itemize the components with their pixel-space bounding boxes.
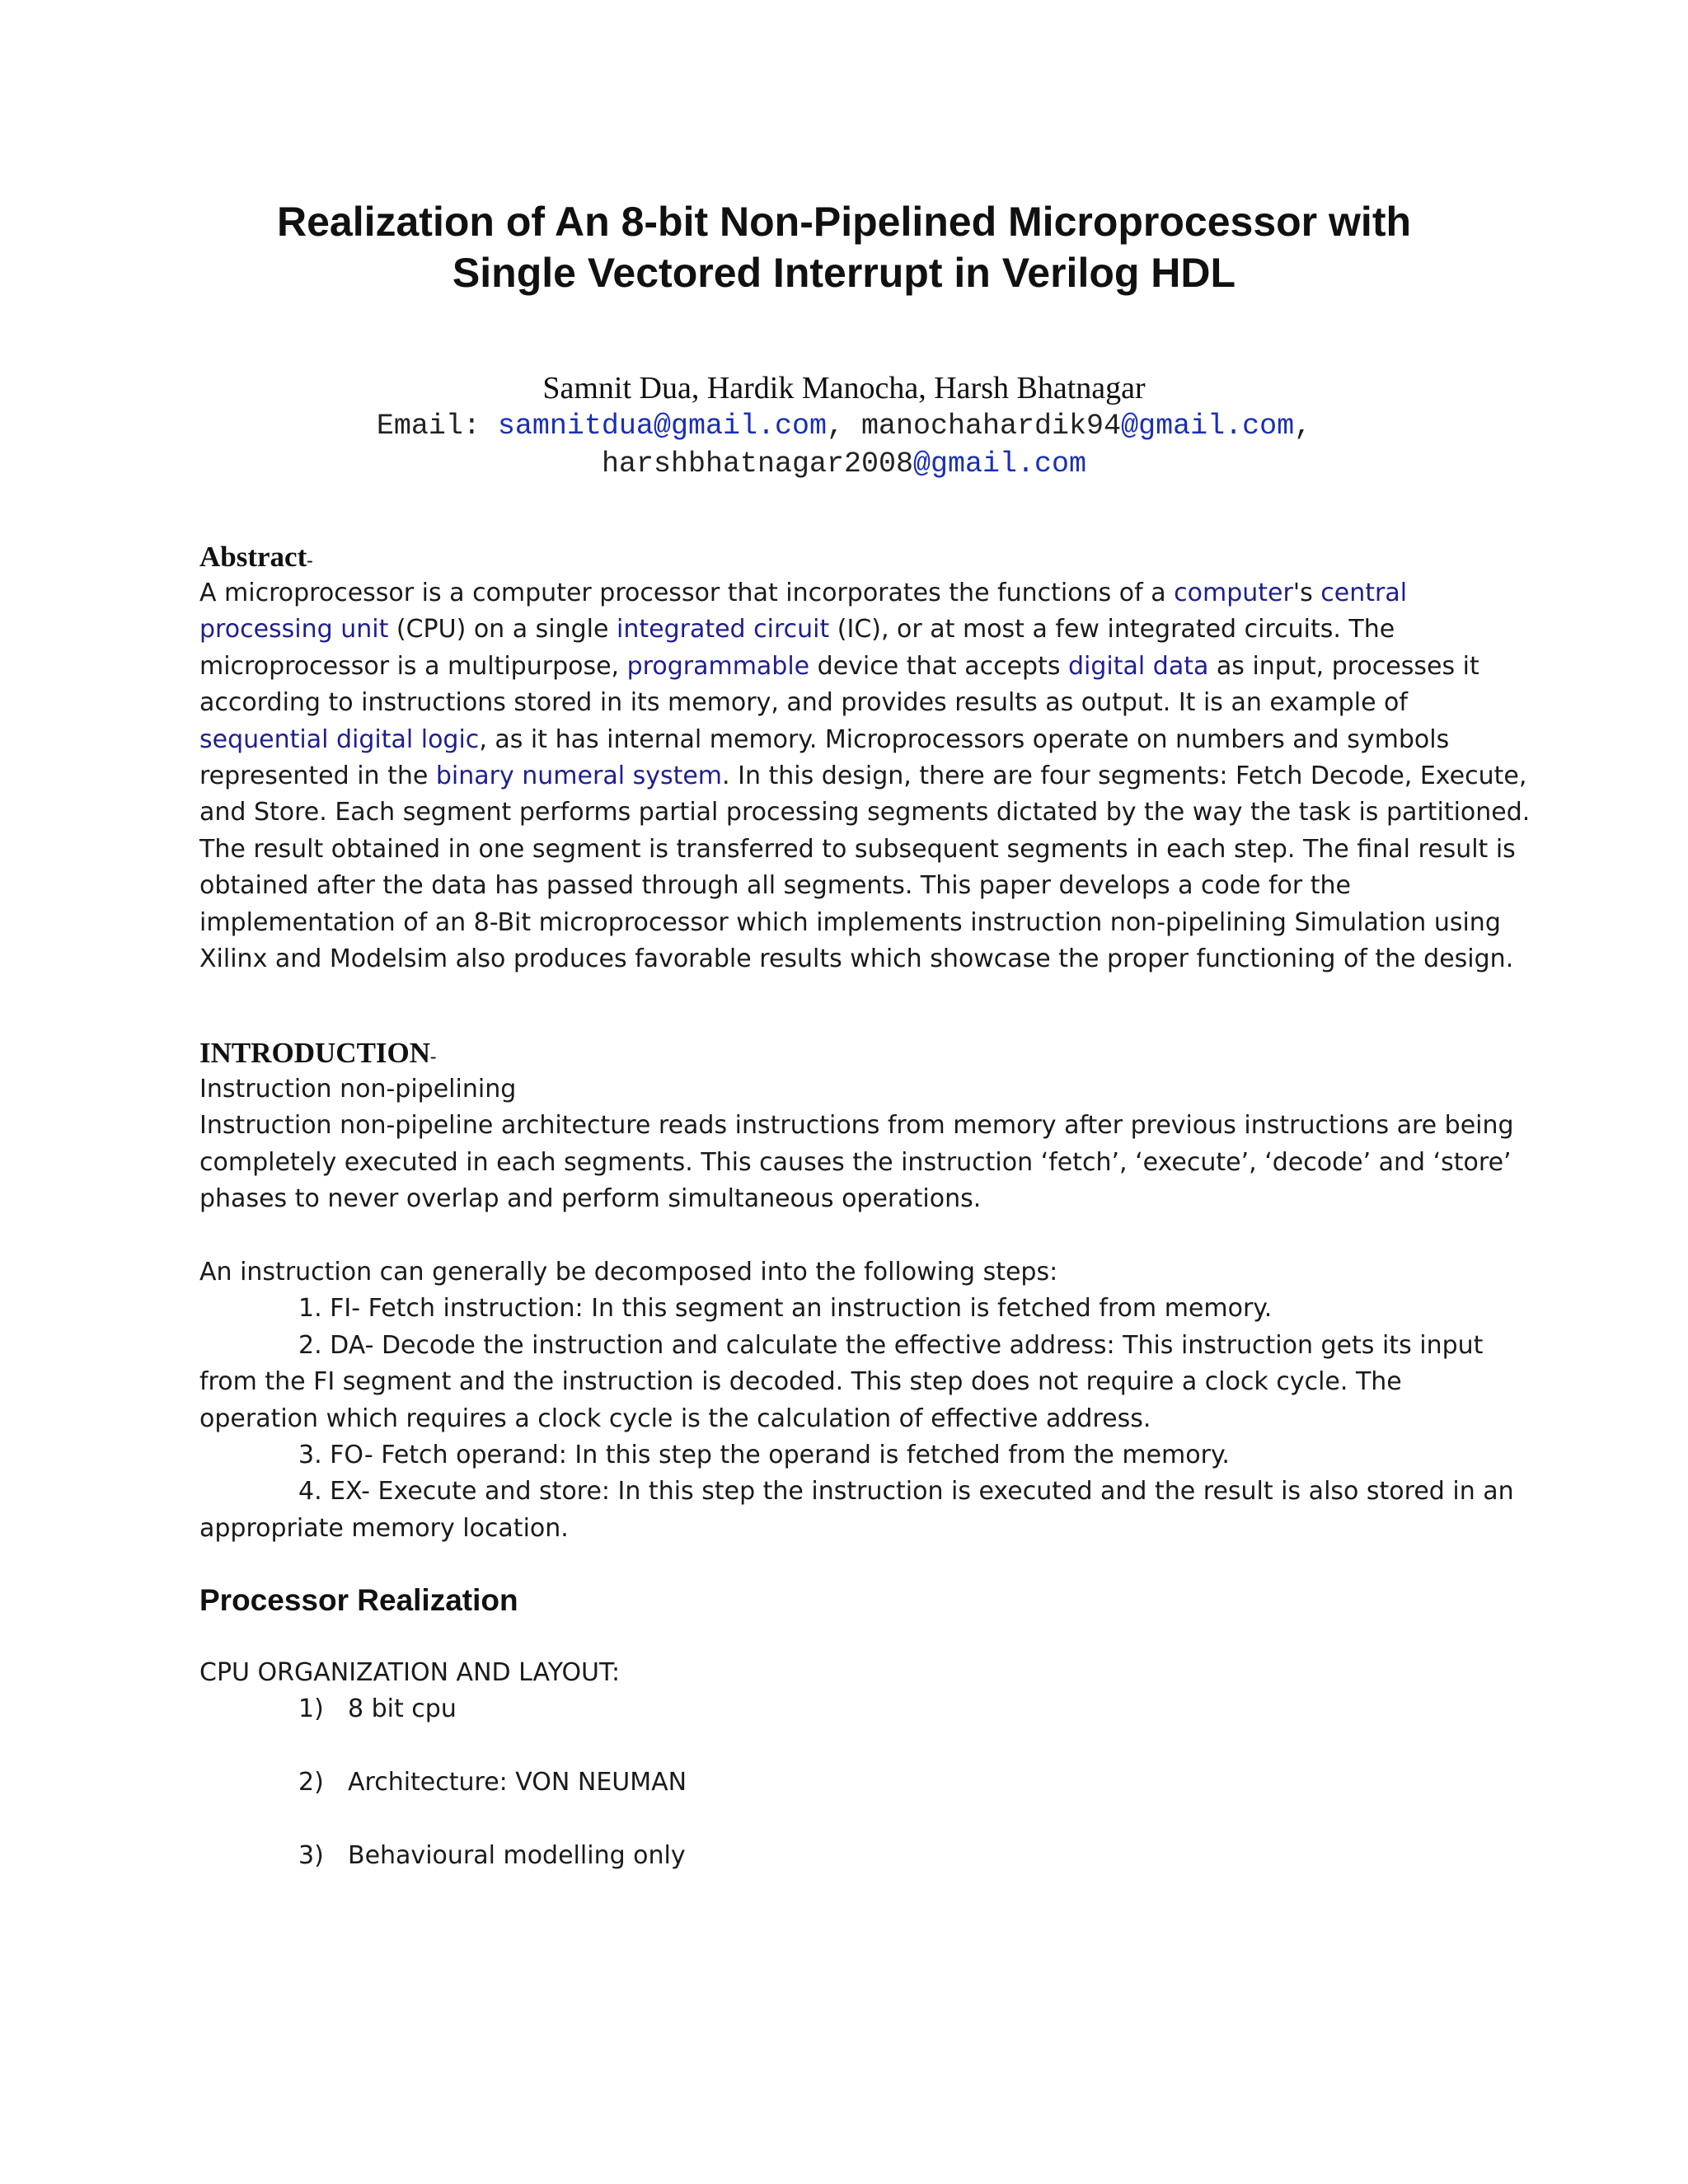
email-separator: , <box>1294 410 1312 443</box>
step-item: 1. FI- Fetch instruction: In this segment an instruction is fetched from memory. <box>298 1294 1273 1324</box>
abstract-text: (CPU) on a single <box>388 615 617 644</box>
email-link-harsh[interactable]: @gmail.com <box>913 448 1087 480</box>
abstract-text: represented in the <box>199 762 436 791</box>
introduction-heading-text: INTRODUCTION <box>199 1037 431 1069</box>
step-continuation: operation which requires a clock cycle is the calculation of effective address. <box>199 1404 1151 1433</box>
processor-heading: Processor Realization <box>199 1583 518 1617</box>
step-item: 4. EX- Execute and store: In this step the instruction is executed and the result is also stored in an <box>298 1477 1514 1507</box>
step-item: 2. DA- Decode the instruction and calculate the effective address: This instruction gets its input <box>298 1330 1484 1360</box>
paper-title <box>0 196 1688 298</box>
abstract-line: obtained after the data has passed through all segments. This paper develops a code for the <box>199 871 1351 901</box>
list-item <box>298 1765 687 1801</box>
link-integrated-circuit[interactable]: integrated circuit <box>617 615 830 644</box>
abstract-line <box>199 758 1527 794</box>
abstract-heading-text: Abstract <box>199 541 307 573</box>
abstract-heading <box>199 539 313 579</box>
list-item <box>298 1691 457 1727</box>
list-item-text: Architecture: VON NEUMAN <box>348 1768 687 1797</box>
introduction-line: Instruction non-pipeline architecture reads instructions from memory after previous instructions are being <box>199 1111 1514 1141</box>
list-item-number: 2) <box>298 1768 324 1797</box>
author-list: Samnit Dua, Hardik Manocha, Harsh Bhatnagar <box>542 371 1146 405</box>
introduction-body <box>199 1071 1514 1547</box>
introduction-heading-dash: - <box>430 1046 437 1066</box>
link-binary-numeral-system[interactable]: binary numeral system <box>435 762 723 791</box>
link-central[interactable]: central <box>1320 579 1408 607</box>
step-continuation: appropriate memory location. <box>199 1513 569 1543</box>
abstract-line: Xilinx and Modelsim also produces favorable results which showcase the proper functioning of the design. <box>199 944 1514 974</box>
introduction-line: An instruction can generally be decomposed into the following steps: <box>199 1258 1058 1287</box>
abstract-line <box>199 575 1493 612</box>
list-item <box>298 1838 686 1874</box>
abstract-line <box>199 612 1493 648</box>
link-digital-data[interactable]: digital data <box>1068 651 1209 681</box>
abstract-line <box>199 649 1493 685</box>
abstract-line: implementation of an 8-Bit microprocessor which implements instruction non-pipelining Simulation using <box>199 907 1501 937</box>
abstract-text: A microprocessor is a computer processor that incorporates the functions of a <box>199 579 1175 607</box>
cpu-organization-heading <box>199 1655 1493 1691</box>
abstract-text: as input, processes it <box>1208 651 1479 681</box>
introduction-heading <box>199 1035 436 1075</box>
abstract-text: device that accepts <box>809 651 1069 681</box>
abstract-text: (IC), or at most a few integrated circuits. The <box>829 615 1395 644</box>
abstract-line: The result obtained in one segment is transferred to subsequent segments in each step. The final result is <box>199 834 1516 864</box>
cpu-organization-text: CPU ORGANIZATION AND LAYOUT: <box>199 1658 621 1687</box>
email-link-samnit[interactable]: samnitdua@gmail.com <box>497 410 827 443</box>
email-block <box>0 407 1688 483</box>
title-line-1: Realization of An 8-bit Non-Pipelined Microprocessor with <box>276 199 1412 245</box>
blank-line <box>199 1218 1493 1254</box>
email-label: Email: <box>376 410 498 443</box>
abstract-text: microprocessor is a multipurpose, <box>199 651 627 681</box>
title-line-2: Single Vectored Interrupt in Verilog HDL <box>452 250 1236 296</box>
link-processing-unit[interactable]: processing unit <box>199 615 389 644</box>
list-item-text: Behavioural modelling only <box>348 1841 686 1870</box>
introduction-line: phases to never overlap and perform simultaneous operations. <box>199 1184 982 1214</box>
step-item: 3. FO- Fetch operand: In this step the operand is fetched from the memory. <box>298 1441 1230 1470</box>
abstract-text: 's <box>1292 579 1321 607</box>
list-item-text: 8 bit cpu <box>348 1694 457 1723</box>
step-continuation: from the FI segment and the instruction is decoded. This step does not require a clock cycle. The <box>199 1367 1402 1397</box>
abstract-line <box>199 722 1493 758</box>
email-separator: , <box>826 410 861 443</box>
link-programmable[interactable]: programmable <box>626 651 810 681</box>
introduction-line: completely executed in each segments. This causes the instruction ‘fetch’, ‘execute’, ‘decode’ and ‘store’ <box>199 1147 1512 1177</box>
introduction-subheading: Instruction non-pipelining <box>199 1075 517 1104</box>
abstract-body <box>199 575 1531 977</box>
abstract-line: and Store. Each segment performs partial processing segments dictated by the way the task is partitioned. <box>199 798 1531 827</box>
abstract-line: according to instructions stored in its memory, and provides results as output. It is an example of <box>199 688 1408 718</box>
link-sequential-digital-logic[interactable]: sequential digital logic <box>199 724 480 754</box>
email-link-manocha[interactable]: @gmail.com <box>1121 410 1295 443</box>
list-item-number: 1) <box>298 1694 324 1723</box>
email-harsh-user: harshbhatnagar2008 <box>601 448 913 480</box>
abstract-text: . In this design, there are four segments: Fetch Decode, Execute, <box>722 762 1527 791</box>
email-manocha-user: manochahardik94 <box>861 410 1122 443</box>
link-computer[interactable]: computer <box>1174 579 1293 607</box>
abstract-heading-dash: - <box>307 550 313 570</box>
abstract-text: , as it has internal memory. Microprocessors operate on numbers and symbols <box>479 724 1450 754</box>
list-item-number: 3) <box>298 1841 324 1870</box>
